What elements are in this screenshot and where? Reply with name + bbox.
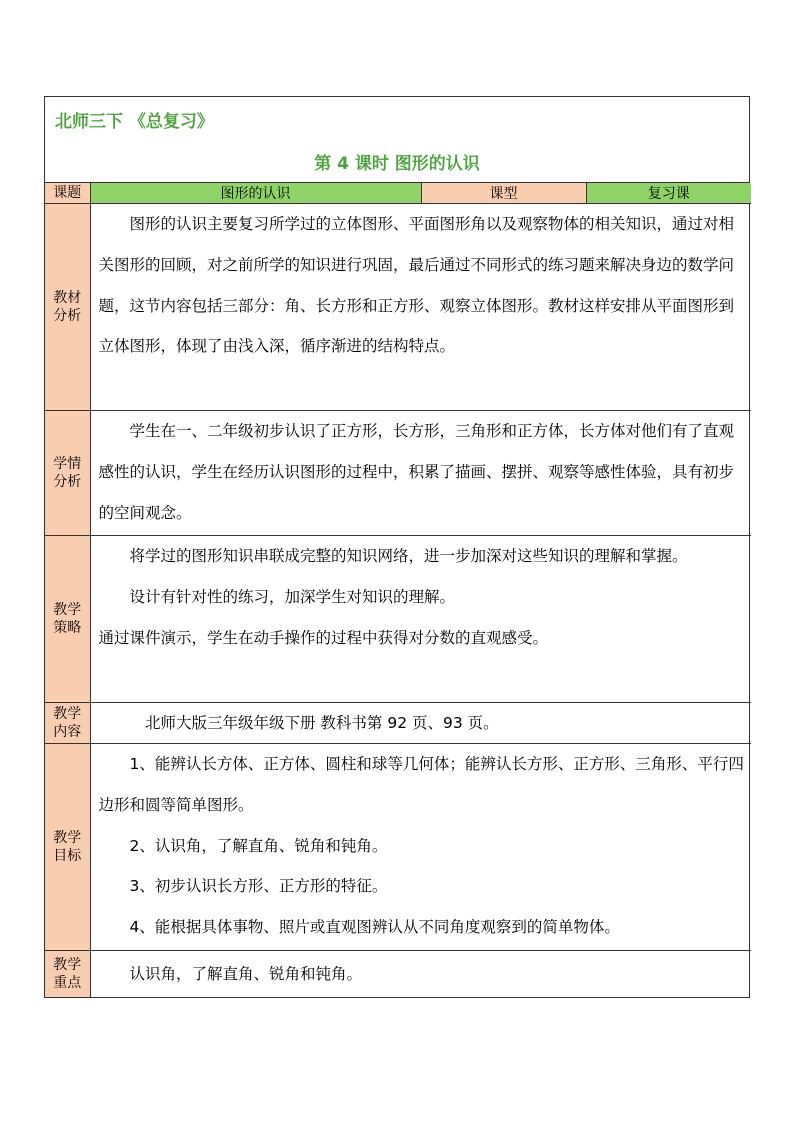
topic-value: 图形的认识 bbox=[90, 183, 421, 204]
section-teaching-goals bbox=[45, 744, 751, 951]
label-line: 学情 bbox=[53, 456, 82, 472]
paragraph: 图形的认识主要复习所学过的立体图形、平面图形角以及观察物体的相关知识，通过对相关图形的回顾，对之前所学的知识进行巩固，最后通过不同形式的练习题来解决身边的数学问题，这节内容包括三部分：角、长方形和正方形、观察立体图形。教材这样安排从平面图形到立体图形，体现了由浅入深，循序渐进的结构特点。 bbox=[98, 215, 735, 356]
section-teaching-content bbox=[45, 703, 751, 744]
title-block bbox=[45, 97, 749, 183]
label-line: 教材 bbox=[53, 290, 82, 306]
label-line: 目标 bbox=[53, 848, 82, 864]
label-line: 教学 bbox=[53, 706, 82, 722]
label-line: 内容 bbox=[53, 724, 82, 740]
section-label bbox=[45, 951, 90, 998]
goal-item: 3、初步认识长方形、正方形的特征。 bbox=[129, 877, 388, 896]
section-teaching-focus bbox=[45, 951, 751, 998]
paragraph: 设计有针对性的练习，加深学生对知识的理解。 bbox=[129, 587, 456, 606]
paragraph: 通过课件演示，学生在动手操作的过程中获得对分数的直观感受。 bbox=[98, 628, 549, 647]
section-teaching-strategy bbox=[45, 536, 751, 703]
section-content bbox=[90, 744, 751, 951]
goal-item: 4、能根据具体事物、照片或直观图辨认从不同角度观察到的简单物体。 bbox=[129, 918, 620, 937]
type-label: 课型 bbox=[421, 183, 586, 204]
goal-item: 2、认识角，了解直角、锐角和钝角。 bbox=[129, 836, 388, 855]
section-content bbox=[90, 536, 751, 703]
section-label bbox=[45, 744, 90, 951]
lesson-plan-document bbox=[44, 96, 750, 998]
paragraph: 学生在一、二年级初步认识了正方形，长方形，三角形和正方体，长方体对他们有了直观感性的认识，学生在经历认识图形的过程中，积累了描画、摆拼、观察等感性体验，具有初步的空间观念。 bbox=[98, 422, 735, 522]
topic-label: 课题 bbox=[45, 183, 90, 204]
goal-item: 1、能辨认长方体、正方体、圆柱和球等几何体；能辨认长方形、正方形、三角形、平行四边形和圆等简单图形。 bbox=[98, 755, 744, 814]
lesson-title: 第 4 课时 图形的认识 bbox=[314, 154, 480, 174]
type-value: 复习课 bbox=[586, 183, 751, 204]
label-line: 教学 bbox=[53, 830, 82, 846]
section-student-analysis bbox=[45, 411, 751, 536]
section-label bbox=[45, 703, 90, 744]
label-line: 教学 bbox=[53, 957, 82, 973]
section-textbook-analysis bbox=[45, 204, 751, 411]
section-label bbox=[45, 411, 90, 536]
paragraph: 认识角，了解直角、锐角和钝角。 bbox=[129, 965, 363, 983]
section-content bbox=[90, 951, 751, 998]
paragraph: 将学过的图形知识串联成完整的知识网络，进一步加深对这些知识的理解和掌握。 bbox=[129, 547, 688, 565]
lesson-plan-table bbox=[45, 183, 751, 997]
section-content bbox=[90, 204, 751, 411]
label-line: 教学 bbox=[53, 602, 82, 618]
series-title: 北师三下 《总复习》 bbox=[55, 112, 214, 132]
info-row bbox=[45, 183, 751, 204]
paragraph: 北师大版三年级年级下册 教科书第 92 页、93 页。 bbox=[145, 714, 499, 732]
section-label bbox=[45, 204, 90, 411]
label-line: 重点 bbox=[53, 975, 82, 991]
section-label bbox=[45, 536, 90, 703]
label-line: 分析 bbox=[53, 474, 82, 490]
label-line: 策略 bbox=[53, 620, 82, 636]
section-content bbox=[90, 703, 751, 744]
label-line: 分析 bbox=[53, 308, 82, 324]
section-content bbox=[90, 411, 751, 536]
